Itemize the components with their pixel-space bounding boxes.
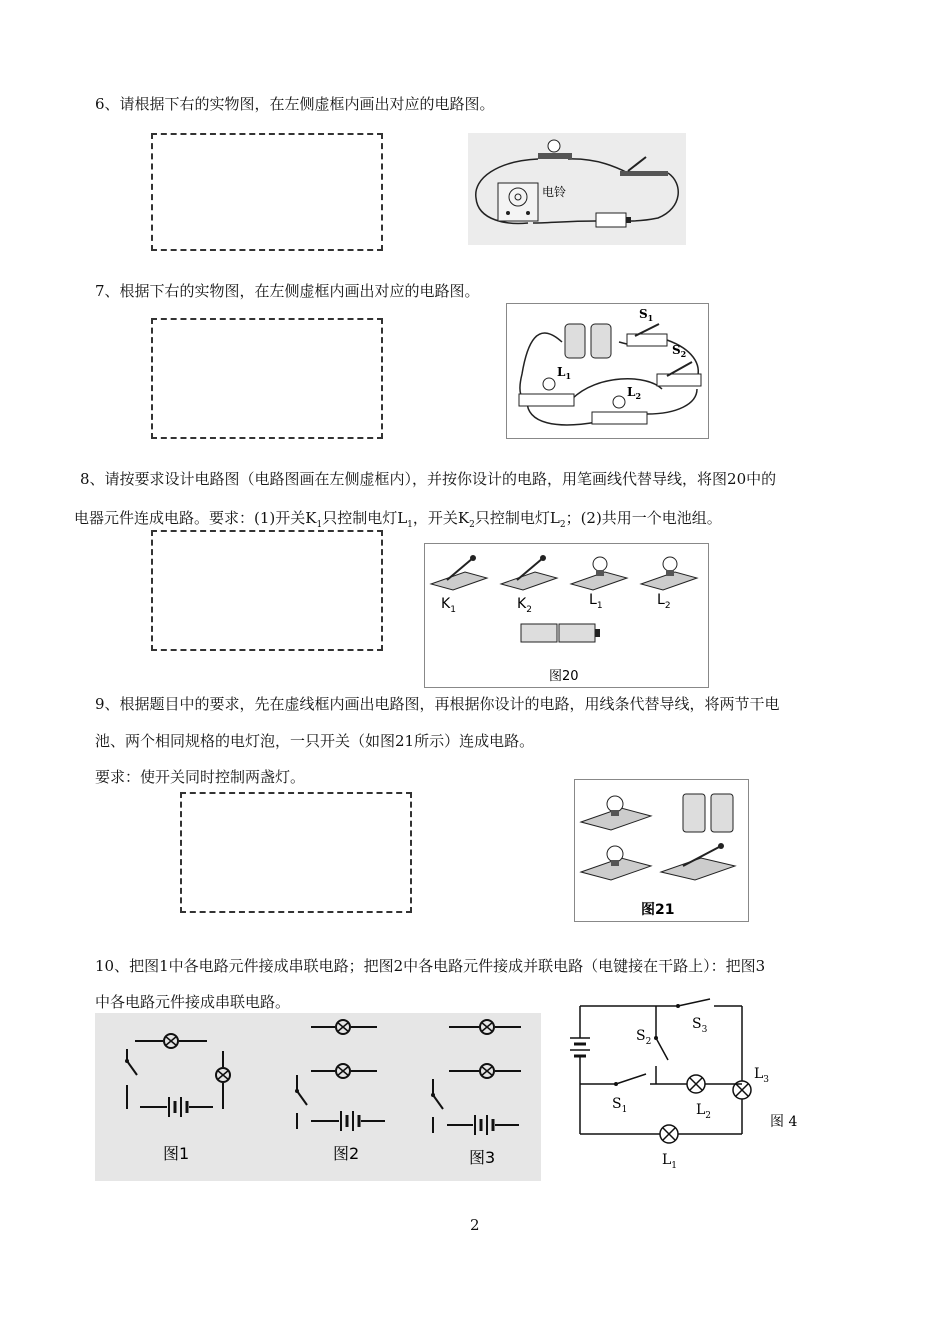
fig20-l2-label: $L_2$ — [657, 592, 671, 611]
q8-answer-box[interactable] — [151, 530, 383, 651]
fig4-s2-label: $S_2$ — [636, 1028, 652, 1047]
q7-physical-circuit-figure — [506, 303, 709, 439]
fig4-caption: 图 4 — [770, 1114, 798, 1130]
fig4-l3-label: $L_3$ — [754, 1066, 770, 1085]
fig3-caption: 图3 — [469, 1148, 496, 1167]
fig20-k1-label: $K_1$ — [441, 596, 456, 615]
question-8-text-line2: 电器元件连成电路。要求：(1)开关$K_1$只控制电灯$L_1$，开关$K_2$只控制电灯$L_2$；(2)共用一个电池组。 — [74, 509, 722, 530]
page-number: 2 — [470, 1216, 480, 1234]
fig1-caption: 图1 — [163, 1144, 190, 1163]
fig4-s1-label: $S_1$ — [612, 1096, 628, 1115]
question-10-text-line1: 10、把图1中各电路元件接成串联电路；把图2中各电路元件接成并联电路（电键接在干路上）：把图3 — [95, 957, 766, 975]
fig20-caption: 图20 — [549, 669, 579, 684]
q7-circuit-drawing — [507, 304, 708, 438]
question-9-text-line2: 池、两个相同规格的电灯泡，一只开关（如图21所示）连成电路。 — [95, 732, 535, 750]
figure-20-drawing — [425, 544, 708, 687]
q6-bell-label: 电铃 — [542, 185, 567, 199]
q6-physical-circuit-figure — [468, 133, 686, 245]
question-9-text-line1: 9、根据题目中的要求，先在虚线框内画出电路图，再根据你设计的电路，用线条代替导线，将两节干电 — [95, 695, 780, 713]
q6-circuit-drawing — [468, 133, 686, 245]
figure-21 — [574, 779, 749, 922]
question-8-text-line1: 8、请按要求设计电路图（电路图画在左侧虚框内），并按你设计的电路，用笔画线代替导线，将图20中的 — [80, 470, 777, 488]
fig2-caption: 图2 — [333, 1144, 360, 1163]
fig4-l2-label: $L_2$ — [696, 1102, 712, 1121]
figure-20 — [424, 543, 709, 688]
fig20-l1-label: $L_1$ — [589, 592, 603, 611]
q6-answer-box[interactable] — [151, 133, 383, 251]
q7-l2-label: $L_2$ — [627, 385, 642, 401]
question-9-text-line3: 要求：使开关同时控制两盏灯。 — [95, 768, 306, 786]
figure-4 — [560, 998, 810, 1178]
fig21-caption: 图21 — [641, 902, 675, 918]
q7-answer-box[interactable] — [151, 318, 383, 439]
figures-1-2-3-panel — [95, 1013, 541, 1181]
figure-21-drawing — [575, 780, 748, 921]
question-6-text: 6、请根据下右的实物图，在左侧虚框内画出对应的电路图。 — [95, 95, 495, 113]
fig4-l1-label: $L_1$ — [662, 1152, 678, 1171]
q7-s2-label: $S_2$ — [672, 343, 687, 359]
question-10-text-line2: 中各电路元件接成串联电路。 — [95, 993, 291, 1011]
fig4-s3-label: $S_3$ — [692, 1016, 708, 1035]
figures-1-2-3-drawing — [95, 1013, 541, 1181]
q7-s1-label: $S_1$ — [639, 307, 654, 323]
question-7-text: 7、根据下右的实物图，在左侧虚框内画出对应的电路图。 — [95, 282, 480, 300]
q9-answer-box[interactable] — [180, 792, 412, 913]
figure-4-drawing — [560, 998, 810, 1178]
fig20-k2-label: $K_2$ — [517, 596, 532, 615]
q7-l1-label: $L_1$ — [557, 365, 572, 381]
